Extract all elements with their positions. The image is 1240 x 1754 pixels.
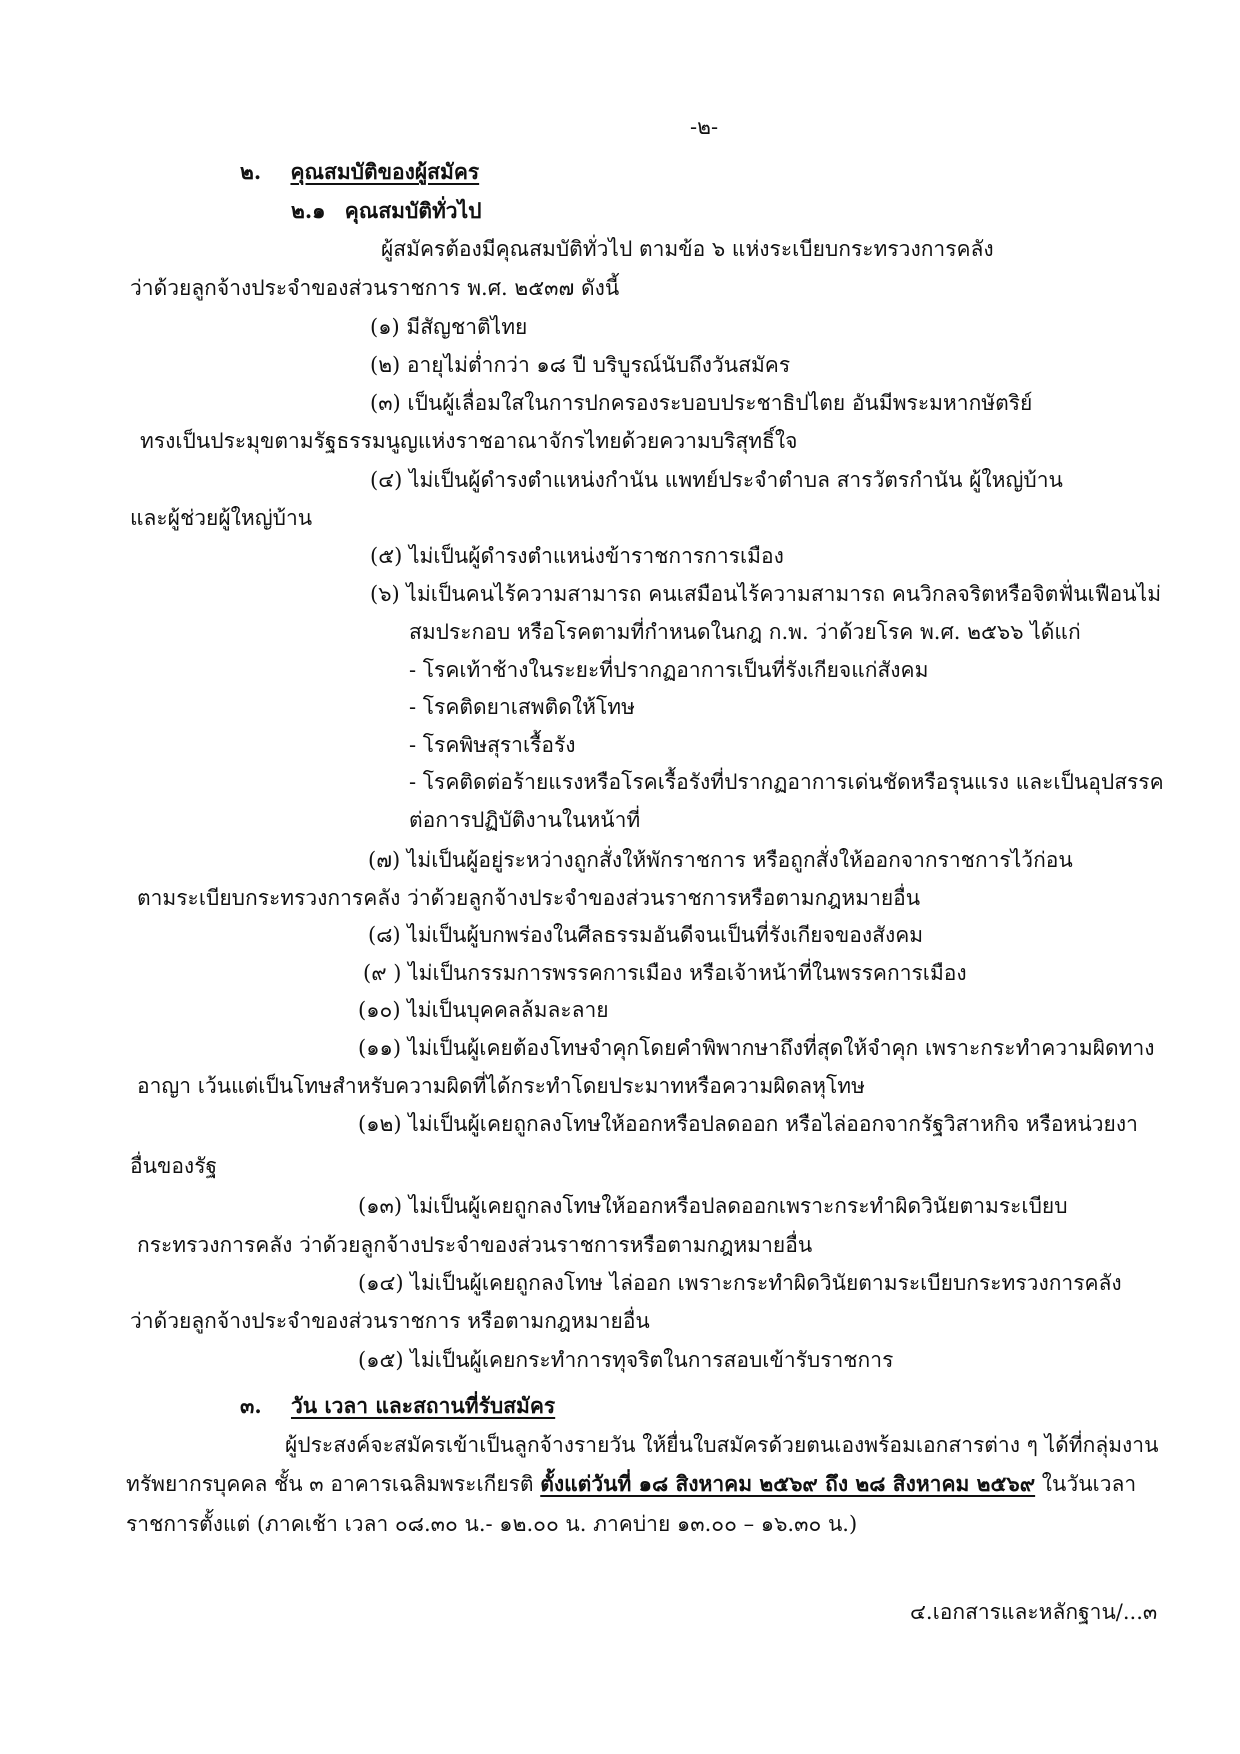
section-3-title: วัน เวลา และสถานที่รับสมัคร (290, 1393, 556, 1418)
intro-line-1: ผู้สมัครต้องมีคุณสมบัติทั่วไป ตามข้อ ๖ แห่งระเบียบกระทรวงการคลัง (381, 237, 994, 261)
section-3-line-3: ราชการตั้งแต่ (ภาคเช้า เวลา ๐๘.๓๐ น.- ๑๒.๐๐ น. ภาคบ่าย ๑๓.๐๐ – ๑๖.๓๐ น.) (126, 1512, 858, 1536)
qualification-item: (๘) ไม่เป็นผู้บกพร่องในศีลธรรมอันดีจนเป็นที่รังเกียจของสังคม (368, 923, 924, 947)
section-3-location: ทรัพยากรบุคคล ชั้น ๓ อาคารเฉลิมพระเกียรติ (126, 1472, 541, 1496)
intro-line-2: ว่าด้วยลูกจ้างประจำของส่วนราชการ พ.ศ. ๒๕๓๗ ดังนี้ (130, 276, 620, 300)
section-2-title: คุณสมบัติของผู้สมัคร (290, 159, 480, 184)
subsection-2-1-title: คุณสมบัติทั่วไป (344, 198, 482, 223)
qualification-item-continuation: อื่นของรัฐ (130, 1154, 218, 1178)
disease-list-item-continuation: ต่อการปฏิบัติงานในหน้าที่ (409, 808, 641, 832)
disease-list-item: - โรคติดต่อร้ายแรงหรือโรคเรื้อรังที่ปรากฏอาการเด่นชัดหรือรุนแรง และเป็นอุปสรรค (409, 770, 1164, 794)
disease-list-item: - โรคเท้าช้างในระยะที่ปรากฏอาการเป็นที่รังเกียจแก่สังคม (409, 658, 929, 682)
application-period: ตั้งแต่วันที่ ๑๘ สิงหาคม ๒๕๖๙ ถึง ๒๘ สิงหาคม ๒๕๖๙ (540, 1471, 1036, 1496)
qualification-item: (๖) ไม่เป็นคนไร้ความสามารถ คนเสมือนไร้ความสามารถ คนวิกลจริตหรือจิตฟั่นเฟือนไม่ (370, 582, 1162, 606)
qualification-item-continuation: ตามระเบียบกระทรวงการคลัง ว่าด้วยลูกจ้างประจำของส่วนราชการหรือตามกฎหมายอื่น (137, 886, 921, 910)
qualification-item: (๑๒) ไม่เป็นผู้เคยถูกลงโทษให้ออกหรือปลดออก หรือไล่ออกจากรัฐวิสาหกิจ หรือหน่วยงา (358, 1112, 1138, 1136)
qualification-item-continuation: สมประกอบ หรือโรคตามที่กำหนดในกฎ ก.พ. ว่าด้วยโรค พ.ศ. ๒๕๖๖ ได้แก่ (409, 620, 1081, 644)
section-3-line-1: ผู้ประสงค์จะสมัครเข้าเป็นลูกจ้างรายวัน ให้ยื่นใบสมัครด้วยตนเองพร้อมเอกสารต่าง ๆ ได้ที่กลุ่มงาน (285, 1433, 1159, 1457)
section-3-heading (240, 1391, 555, 1421)
page-number: -๒- (690, 115, 719, 139)
qualification-item: (๓) เป็นผู้เลื่อมใสในการปกครองระบอบประชาธิปไตย อันมีพระมหากษัตริย์ (370, 391, 1033, 415)
next-page-reference: ๔.เอกสารและหลักฐาน/...๓ (910, 1600, 1158, 1624)
qualification-item-continuation: อาญา เว้นแต่เป็นโทษสำหรับความผิดที่ได้กระทำโดยประมาทหรือความผิดลหุโทษ (137, 1074, 865, 1098)
qualification-item: (๒) อายุไม่ต่ำกว่า ๑๘ ปี บริบูรณ์นับถึงวันสมัคร (370, 353, 791, 377)
qualification-item: (๑๓) ไม่เป็นผู้เคยถูกลงโทษให้ออกหรือปลดออกเพราะกระทำผิดวินัยตามระเบียบ (358, 1194, 1068, 1218)
section-3-line-2-end: ในวันเวลา (1035, 1472, 1137, 1496)
section-3-number: ๓. (240, 1393, 262, 1418)
section-3-line-2 (126, 1469, 1136, 1499)
qualification-item: (๕) ไม่เป็นผู้ดำรงตำแหน่งข้าราชการการเมือง (370, 544, 784, 568)
qualification-item-continuation: ทรงเป็นประมุขตามรัฐธรรมนูญแห่งราชอาณาจักรไทยด้วยความบริสุทธิ์ใจ (140, 429, 798, 453)
qualification-item: (๗) ไม่เป็นผู้อยู่ระหว่างถูกสั่งให้พักราชการ หรือถูกสั่งให้ออกจากราชการไว้ก่อน (368, 848, 1073, 872)
section-2-heading (240, 157, 479, 187)
disease-list-item: - โรคพิษสุราเรื้อรัง (409, 733, 576, 757)
qualification-item: (๑๔) ไม่เป็นผู้เคยถูกลงโทษ ไล่ออก เพราะกระทำผิดวินัยตามระเบียบกระทรวงการคลัง (358, 1271, 1122, 1295)
section-2-number: ๒. (240, 159, 262, 184)
subsection-2-1-heading (291, 196, 481, 226)
qualification-item: (๙ ) ไม่เป็นกรรมการพรรคการเมือง หรือเจ้าหน้าที่ในพรรคการเมือง (363, 961, 967, 985)
subsection-2-1-number: ๒.๑ (291, 198, 326, 223)
qualification-item-continuation: และผู้ช่วยผู้ใหญ่บ้าน (130, 506, 313, 530)
disease-list-item: - โรคติดยาเสพติดให้โทษ (409, 695, 635, 719)
qualification-item-continuation: ว่าด้วยลูกจ้างประจำของส่วนราชการ หรือตามกฎหมายอื่น (130, 1309, 650, 1333)
qualification-item: (๑) มีสัญชาติไทย (370, 315, 528, 339)
qualification-item: (๑๐) ไม่เป็นบุคคลล้มละลาย (358, 998, 609, 1022)
qualification-item-continuation: กระทรวงการคลัง ว่าด้วยลูกจ้างประจำของส่วนราชการหรือตามกฎหมายอื่น (137, 1233, 813, 1257)
qualification-item: (๑๕) ไม่เป็นผู้เคยกระทำการทุจริตในการสอบเข้ารับราชการ (358, 1348, 894, 1372)
qualification-item: (๔) ไม่เป็นผู้ดำรงตำแหน่งกำนัน แพทย์ประจำตำบล สารวัตรกำนัน ผู้ใหญ่บ้าน (370, 468, 1063, 492)
qualification-item: (๑๑) ไม่เป็นผู้เคยต้องโทษจำคุกโดยคำพิพากษาถึงที่สุดให้จำคุก เพราะกระทำความผิดทาง (358, 1036, 1155, 1060)
